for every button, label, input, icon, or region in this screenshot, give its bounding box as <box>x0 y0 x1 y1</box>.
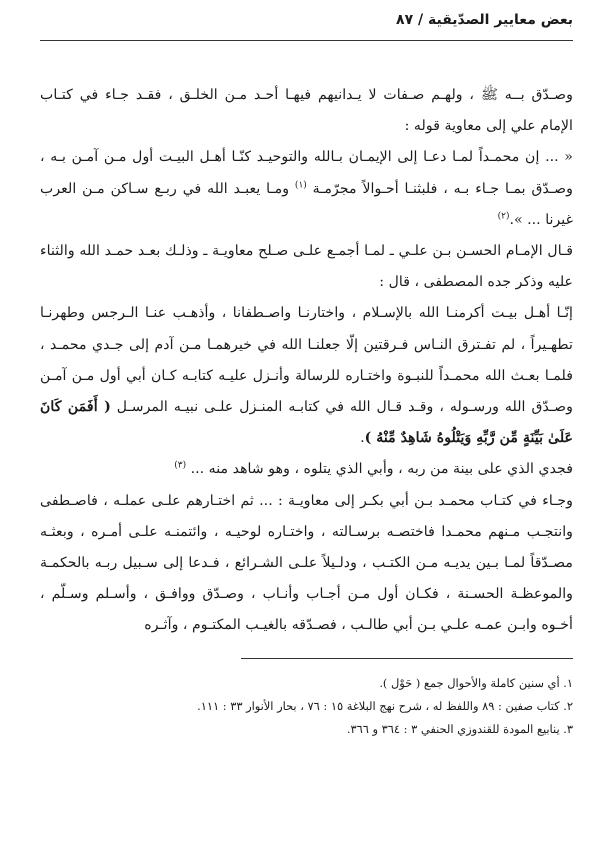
paragraph-6: وجـاء في كتـاب محمـد بـن أبي بكـر إلى معاويـة : ... ثم اختـارهم علـى عملـه ، فاصـطفى وانتجـب مـنهم محمـدا فاختصـه برسـالته ، واختـاره لوحيـه ، وائتمنـه علـى أمـره ، وبعثـه مصـدّقاً لمـا بـين يديـه مـن الكتـب ، ودلـيلاً علـى الشـرائع ، فـدعا إلى سـبيل ربـه بالحكمـة والموعظـة الحسـنة ، فكـان أول مـن أجـاب وأنـاب ، وصـدّق ووافـق ، وأسـلم وسـلّم ، أخـوه وابـن عمـه علـي بـن أبي طالـب ، فصـدّقه بالغيـب المكتـوم ، وآثـره <box>40 492 573 634</box>
paragraph-4-end: . <box>360 430 365 447</box>
page-header: بعض معايير الصدّيقية / ٨٧ <box>396 12 573 28</box>
paragraph-5-text: فجدي الذي على بينة من ربه ، وأبي الذي يتلوه ، وهو شاهد منه ... <box>186 461 573 478</box>
paragraph-1: وصـدّق بــه ﷺ ، ولهـم صـفات لا يـدانيهم فيهـا أحـد مـن الخلـق ، فقـد جـاء في كتـاب الإمام علي إلى معاوية قوله : <box>40 87 573 135</box>
footnote-1: ١. أي سنين كاملة والأحوال جمع ( حَوْل ). <box>379 676 573 690</box>
paragraph-4-text: إنّـا أهـل بيـت أكرمنـا الله بالإسـلام ، واختارنـا واصـطفانا ، وأذهـب عنـا الـرجس وطهرنـا تطهـيراً ، لم تفـترق النـاس فـرقتين إلّا جعلنـا الله في خيرهمـا مـن آدم إلى جـدي محمـد ، فلمـا بعـث الله محمـداً للنبـوة واختـاره للرسالة وأنـزل عليـه كتابـه كـان أبي أول مـن آمـن وصـدّق الله ورسـوله ، وقـد قـال الله في كتابـه المنـزل علـى نبيـه المرسـل <box>40 305 573 416</box>
paragraph-4 <box>40 298 573 454</box>
footnote-marker-1: (١) <box>294 179 307 190</box>
header-divider <box>40 40 573 41</box>
footnote-marker-2: (٢) <box>497 211 510 222</box>
footnote-divider <box>241 658 573 659</box>
footnote-marker-3: (٣) <box>174 460 187 471</box>
paragraph-2-text: « ... إن محمـداً لمـا دعـا إلى الإيمـان بـالله والتوحيـد كنّـا أهـل البيـت أول مـن آمـن بـه ، وصـدّق بمـا جـاء بـه ، فلبثنـا أحـوالاً مجرّمـة <box>40 149 573 197</box>
footnote-2: ٢. كتاب صفين : ٨٩ واللفظ له ، شرح نهج البلاغة ١٥ : ٧٦ ، بحار الأنوار ٣٣ : ١١١. <box>197 699 573 713</box>
footnotes <box>40 672 573 741</box>
quran-verse: ( أَفَمَن كَانَ عَلَىٰ بَيِّنَةٍ مِّن رَّبِّهِ وَيَتْلُوهُ شَاهِدٌ مِّنْهُ ) <box>40 399 573 447</box>
paragraph-2-tail: ومـا يعبـد الله في ربـع سـاكن مـن العرب غيرنا ... ». <box>40 180 573 228</box>
footnote-3: ٣. ينابيع المودة للقندوزي الحنفي ٣ : ٣٦٤ و ٣٦٦. <box>346 722 573 736</box>
paragraph-3: قـال الإمـام الحسـن بـن علـي ـ لمـا أجمـع علـى صـلح معاويـة ـ وذلـك بعـد حمـد الله والثناء عليه وذكر جده المصطفى ، قال : <box>40 243 573 291</box>
paragraph-5 <box>40 454 573 485</box>
paragraph-2 <box>40 142 573 236</box>
page-body <box>40 80 573 642</box>
